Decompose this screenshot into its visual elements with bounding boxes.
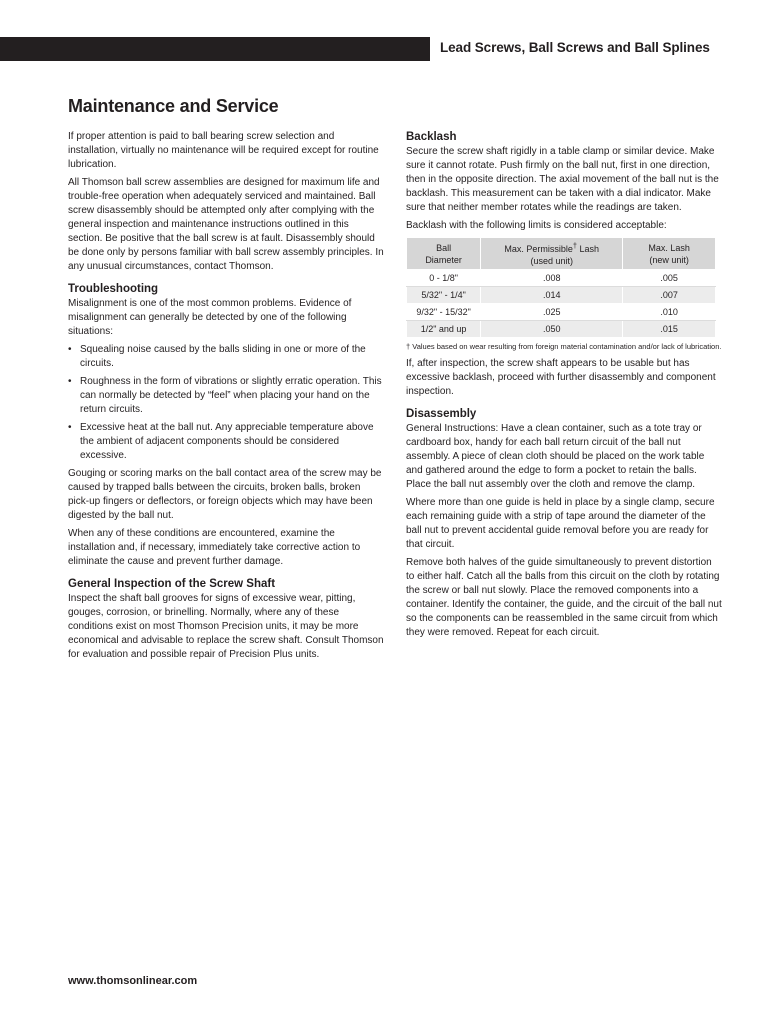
cell-used-lash: .025 [481,304,623,321]
symptom-list [68,343,384,463]
conditions-paragraph: When any of these conditions are encountered, examine the installation and, if necessary, immediately take corrective action to eliminate the cause and prevent further damage. [68,528,361,567]
section-title: Lead Screws, Ball Screws and Ball Splines [440,40,710,55]
list-item-text: Excessive heat at the ball nut. Any appreciable temperature above the ambient of adjacent components should be considered excessive. [80,422,374,461]
cell-new-lash: .015 [623,321,716,338]
list-item-text: Squealing noise caused by the balls sliding in one or more of the circuits. [80,344,366,369]
disassembly-heading: Disassembly [406,408,477,420]
backlash-limits-text: Backlash with the following limits is considered acceptable: [406,220,667,231]
column-header-new-lash: Max. Lash (new unit) [623,238,716,270]
cell-diameter: 1/2" and up [407,321,481,338]
cell-used-lash: .008 [481,270,623,287]
after-inspection-paragraph: If, after inspection, the screw shaft appears to be usable but has excessive backlash, proceed with further disassembly and component inspection. [406,358,716,397]
backlash-heading: Backlash [406,131,457,143]
list-item-text: Roughness in the form of vibrations or slightly erratic operation. This can normally be detected by “feel” when placing your hand on the return circuits. [80,376,382,415]
cell-new-lash: .010 [623,304,716,321]
backlash-paragraph: Secure the screw shaft rigidly in a table clamp or similar device. Make sure it cannot rotate. Push firmly on the ball nut, first in one direction, then in the opposite direction. The axial movement of the ball nut is the backlash. This measurement can be taken with a dial indicator. Make sure that neither member rotates while the readings are taken. [406,146,719,213]
cell-new-lash: .007 [623,287,716,304]
page-title: Maintenance and Service [68,96,279,116]
table-row [407,321,716,338]
cell-diameter: 0 - 1/8" [407,270,481,287]
gouging-paragraph: Gouging or scoring marks on the ball contact area of the screw may be caused by trapped balls between the circuits, broken balls, broken pick-up fingers or deflectors, or foreign objects which may have been digested by the ball nut. [68,468,382,521]
bullet-icon: • [68,376,72,387]
table-row [407,304,716,321]
intro-paragraph-1: If proper attention is paid to ball bearing screw selection and installation, virtually no maintenance will be required except for routine lubrication. [68,131,379,170]
left-column [68,130,384,666]
disassembly-paragraph-2: Where more than one guide is held in place by a single clamp, secure each remaining guide with a strip of tape around the diameter of the ball nut to prevent accidental guide removal before you are ready for that circuit. [406,497,715,550]
intro-paragraph-2: All Thomson ball screw assemblies are designed for maximum life and trouble-free operation when adequately serviced and maintained. Ball screw disassembly should be attempted only after complying with the general inspection and maintenance instructions outlined in this section. Be positive that the ball screw is at fault. Disassembly should be done only by persons familiar with ball screw assembly principles. In any unusual circumstances, contact Thomson. [68,177,384,272]
troubleshooting-intro: Misalignment is one of the most common problems. Evidence of misalignment can generally be detected by one of the following situations: [68,298,352,337]
table-row [407,287,716,304]
right-column [406,130,722,644]
inspection-heading: General Inspection of the Screw Shaft [68,578,276,590]
cell-used-lash: .014 [481,287,623,304]
header-bar [0,37,430,61]
column-header-diameter: Ball Diameter [407,238,481,270]
bullet-icon: • [68,422,72,433]
list-item [68,343,384,371]
bullet-icon: • [68,344,72,355]
troubleshooting-heading: Troubleshooting [68,283,159,295]
table-footnote: † Values based on wear resulting from foreign material contamination and/or lack of lubrication. [406,342,722,351]
inspection-paragraph: Inspect the shaft ball grooves for signs of excessive wear, pitting, gouges, corrosion, or brinelling. Normally, where any of these conditions exist on most Thomson Precision units, it may be more economical and advisable to replace the screw shaft. Consult Thomson for evaluation and possible repair of Precision Plus units. [68,593,384,660]
footer-url: www.thomsonlinear.com [68,975,198,987]
cell-new-lash: .005 [623,270,716,287]
disassembly-paragraph-1: General Instructions: Have a clean container, such as a tote tray or cardboard box, handy for each ball return circuit of the ball nut assembly. A piece of clean cloth should be placed on the work table and gathered around the edge to form a pocket to retain the balls. Place the ball nut assembly over the cloth and remove the clamp. [406,423,705,490]
cell-diameter: 9/32" - 15/32" [407,304,481,321]
list-item [68,375,384,417]
column-header-used-lash: Max. Permissible† Lash (used unit) [481,238,623,270]
table-header-row [407,238,716,270]
disassembly-paragraph-3: Remove both halves of the guide simultaneously to prevent distortion to either half. Catch all the balls from this circuit on the cloth by rotating the screw or ball nut slowly. Place the removed components into a container. Identify the container, the guide, and the circuit of the ball nut so the components can be reassembled in the same circuit from which they were removed. Repeat for each circuit. [406,557,722,638]
cell-diameter: 5/32" - 1/4" [407,287,481,304]
list-item [68,421,384,463]
backlash-table [406,237,716,338]
cell-used-lash: .050 [481,321,623,338]
table-row [407,270,716,287]
